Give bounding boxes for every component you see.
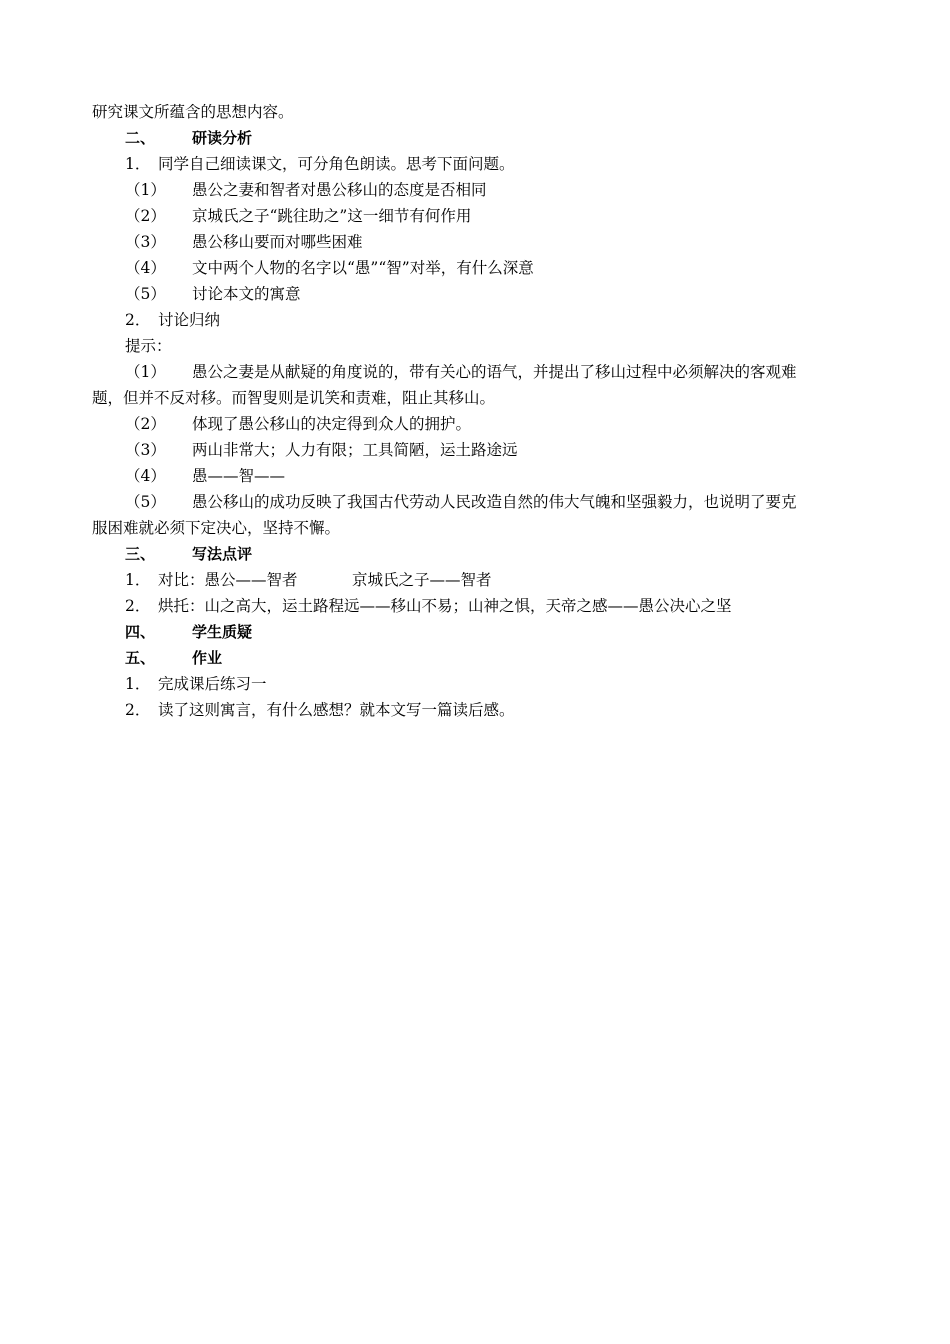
- s2-item1-text: 同学自己细读课文，可分角色朗读。思考下面问题。: [158, 155, 515, 173]
- s3-item1-number: 1．: [125, 571, 151, 589]
- s3-item1-text: 对比：愚公——智者: [158, 571, 298, 589]
- answer-1-line2: 题，但并不反对移。而智叟则是讥笑和责难，阻止其移山。: [92, 389, 496, 407]
- question-3-text: 愚公移山要而对哪些困难: [192, 233, 363, 251]
- question-1-text: 愚公之妻和智者对愚公移山的态度是否相同: [192, 181, 487, 199]
- section-3-number: 三、: [125, 545, 156, 563]
- question-5-number: （5）: [125, 285, 166, 303]
- question-5-text: 讨论本文的寓意: [192, 285, 301, 303]
- question-2-text: 京城氏之子“跳往助之”这一细节有何作用: [192, 207, 472, 225]
- answer-4-number: （4）: [125, 467, 166, 485]
- section-4-title: 学生质疑: [192, 623, 253, 641]
- question-4-text: 文中两个人物的名字以“愚”“智”对举，有什么深意: [192, 259, 534, 277]
- s3-item1-extra: 京城氏之子——智者: [352, 571, 492, 589]
- section-2-number: 二、: [125, 129, 156, 147]
- intro-tail-text: 研究课文所蕴含的思想内容。: [92, 103, 294, 121]
- s2-item1-number: 1．: [125, 155, 151, 173]
- answer-3-text: 两山非常大；人力有限；工具简陋，运土路途远: [192, 441, 518, 459]
- question-2-number: （2）: [125, 207, 166, 225]
- s2-item2-text: 讨论归纳: [158, 311, 221, 329]
- hint-label: 提示：: [125, 337, 172, 355]
- question-4-number: （4）: [125, 259, 166, 277]
- answer-1-line1: 愚公之妻是从献疑的角度说的，带有关心的语气，并提出了移山过程中必须解决的客观难: [192, 363, 797, 381]
- s3-item2-number: 2．: [125, 597, 151, 615]
- s5-item2-number: 2．: [125, 701, 151, 719]
- question-1-number: （1）: [125, 181, 166, 199]
- answer-5-line1: 愚公移山的成功反映了我国古代劳动人民改造自然的伟大气魄和坚强毅力，也说明了要克: [192, 493, 797, 511]
- section-5-number: 五、: [125, 649, 156, 667]
- answer-2-number: （2）: [125, 415, 166, 433]
- s3-item2-text: 烘托：山之高大，运土路程远——移山不易；山神之惧，天帝之感——愚公决心之坚: [158, 597, 732, 615]
- answer-4-text: 愚——智——: [192, 467, 286, 485]
- answer-5-number: （5）: [125, 493, 166, 511]
- answer-1-number: （1）: [125, 363, 166, 381]
- answer-2-text: 体现了愚公移山的决定得到众人的拥护。: [192, 415, 472, 433]
- s2-item2-number: 2．: [125, 311, 151, 329]
- section-4-number: 四、: [125, 623, 156, 641]
- s5-item2-text: 读了这则寓言，有什么感想？就本文写一篇读后感。: [158, 701, 515, 719]
- answer-3-number: （3）: [125, 441, 166, 459]
- section-3-title: 写法点评: [192, 545, 253, 563]
- section-5-title: 作业: [192, 649, 223, 667]
- question-3-number: （3）: [125, 233, 166, 251]
- s5-item1-number: 1．: [125, 675, 151, 693]
- section-2-title: 研读分析: [192, 129, 253, 147]
- s5-item1-text: 完成课后练习一: [158, 675, 267, 693]
- answer-5-line2: 服困难就必须下定决心，坚持不懈。: [92, 519, 341, 537]
